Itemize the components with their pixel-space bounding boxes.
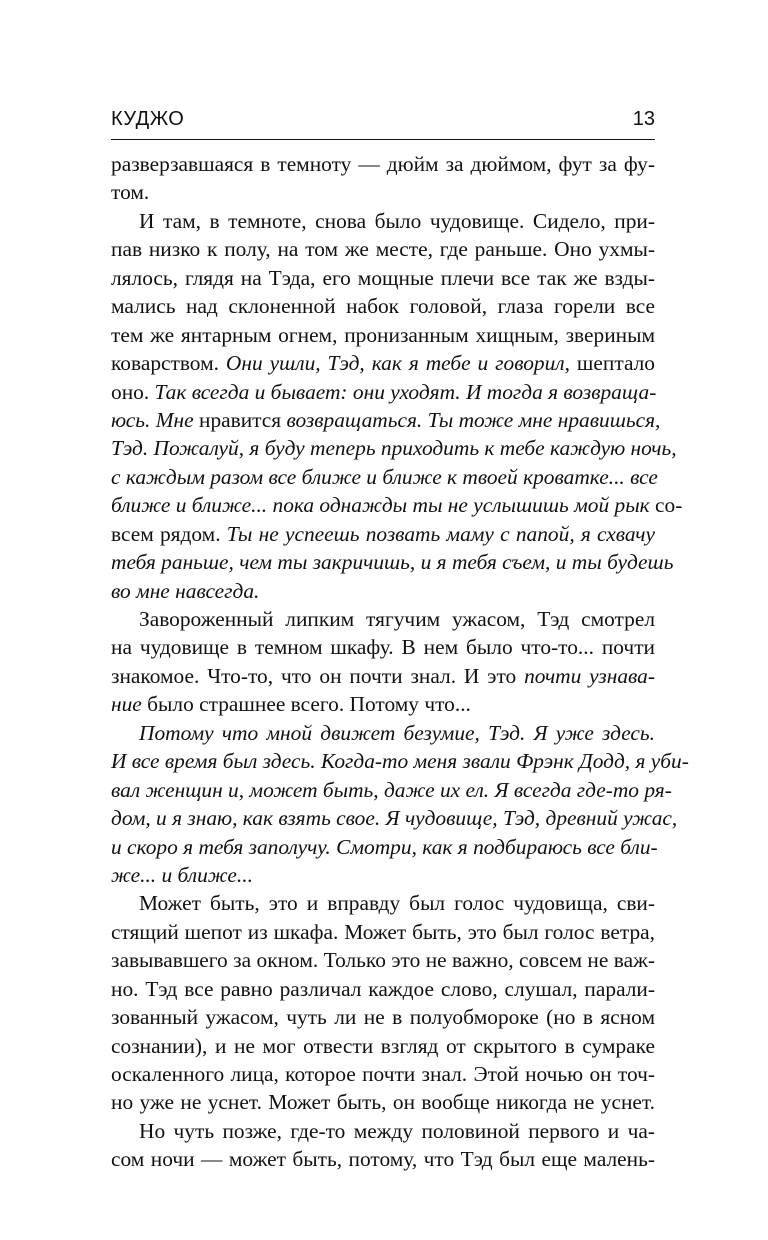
text-segment: коварством. xyxy=(111,351,226,376)
text-line xyxy=(111,804,678,832)
text-line xyxy=(111,719,655,747)
text-line xyxy=(111,520,655,548)
text-line xyxy=(111,605,655,633)
text-line xyxy=(111,889,655,917)
text-line xyxy=(111,264,655,292)
text-segment: оскаленного лица, которое почти знал. Этой ночью он точ- xyxy=(111,1062,655,1086)
text-line xyxy=(111,861,655,889)
italic-text-segment: ние xyxy=(111,692,142,717)
text-line xyxy=(111,292,655,320)
text-line xyxy=(111,1060,655,1088)
text-line xyxy=(111,178,655,206)
text-segment: Завороженный липким тягучим ужасом, Тэд смотрел xyxy=(139,607,655,631)
text-segment: но. Тэд все равно различал каждое слово, слушал, парали- xyxy=(111,976,655,1001)
text-line xyxy=(111,434,677,462)
text-line xyxy=(111,975,655,1003)
text-segment: было страшнее всего. Потому что... xyxy=(141,692,471,717)
italic-text-segment: Тэд. Пожалуй, я буду теперь приходить к тебе каждую ночь, xyxy=(111,436,677,461)
header-rule xyxy=(111,139,655,140)
text-line xyxy=(111,747,689,775)
text-line xyxy=(111,207,655,235)
text-segment: лялось, глядя на Тэда, его мощные плечи все так же взды- xyxy=(111,265,655,290)
text-line xyxy=(111,946,655,974)
text-line xyxy=(111,776,672,804)
italic-text-segment: же... и ближе... xyxy=(111,862,253,887)
italic-text-segment: Ты не успеешь позвать маму с папой, я схвачу xyxy=(226,521,656,546)
italic-text-segment: ближе и ближе... пока однажды ты не услышишь мой рык xyxy=(111,493,656,518)
text-line xyxy=(111,918,655,946)
text-line xyxy=(111,1032,655,1060)
text-segment: знакомое. Что-то, что он почти знал. И это xyxy=(111,663,525,688)
italic-text-segment: и скоро я тебя заполучу. Смотри, как я подбираюсь все бли- xyxy=(111,834,658,859)
italic-text-segment: И все время был здесь. Когда-то меня звали Фрэнк Додд, я уби- xyxy=(111,749,689,774)
text-segment: И там, в темноте, снова было чудовище. Сидело, при- xyxy=(139,208,655,233)
italic-text-segment: Так всегда и бывает: они уходят. И тогда я возвраща- xyxy=(154,379,657,404)
italic-text-segment: Потому что мной движет безумие, Тэд. Я уже здесь. xyxy=(139,720,655,745)
text-segment: разверзавшаяся в темноту — дюйм за дюймом, фут за фу- xyxy=(111,152,655,176)
text-line xyxy=(111,321,655,349)
italic-text-segment: во мне навсегда. xyxy=(111,578,260,603)
text-line xyxy=(111,150,655,178)
text-line xyxy=(111,491,683,519)
italic-text-segment: вал женщин и, может быть, даже их ел. Я всегда где-то ря- xyxy=(111,777,672,802)
text-segment: тем же янтарным огнем, пронизанным хищным, звериным xyxy=(111,322,655,347)
italic-text-segment: тебя раньше, чем ты закричишь, и я тебя съем, и ты будешь xyxy=(111,550,674,575)
text-line xyxy=(111,690,655,718)
text-line xyxy=(111,1088,655,1116)
text-line xyxy=(111,1117,655,1145)
text-segment: оно. xyxy=(111,379,155,404)
text-segment: на чудовище в темном шкафу. В нем было что-то... почти xyxy=(111,635,655,660)
page-number: 13 xyxy=(632,108,655,130)
italic-text-segment: юсь. Мне xyxy=(111,407,199,432)
body-text xyxy=(111,150,689,1174)
text-line xyxy=(111,577,655,605)
text-line xyxy=(111,662,655,690)
text-segment: Но чуть позже, где-то между половиной первого и ча- xyxy=(139,1118,655,1143)
text-segment: но уже не уснет. Может быть, он вообще никогда не уснет. xyxy=(111,1090,655,1115)
italic-text-segment: возвращаться. Ты тоже мне нравишься, xyxy=(286,407,661,432)
text-line xyxy=(111,349,655,377)
running-head xyxy=(111,108,655,136)
book-title: КУДЖО xyxy=(111,108,185,130)
text-segment: мались над склоненной набок головой, глаза горели все xyxy=(111,294,655,319)
text-line xyxy=(111,378,655,406)
text-segment: стящий шепот из шкафа. Может быть, это был голос ветра, xyxy=(111,919,655,944)
italic-text-segment: почти узнава- xyxy=(524,663,656,688)
text-line xyxy=(111,548,674,576)
text-line xyxy=(111,406,661,434)
text-segment: сознании), и не мог отвести взгляд от скрытого в сумраке xyxy=(111,1033,655,1058)
text-segment: , шептало xyxy=(564,351,655,376)
text-segment: всем рядом. xyxy=(111,521,227,546)
italic-text-segment: Они ушли, Тэд, как я тебе и говорил xyxy=(225,351,565,376)
text-line xyxy=(111,833,658,861)
text-segment: сом ночи — может быть, потому, что Тэд был еще малень- xyxy=(111,1147,655,1172)
text-segment: со- xyxy=(655,493,683,518)
italic-text-segment: дом, и я знаю, как взять свое. Я чудовище, Тэд, древний ужас, xyxy=(111,806,678,831)
text-segment: Может быть, это и вправду был голос чудовища, сви- xyxy=(139,891,655,916)
text-line xyxy=(111,1145,655,1173)
text-segment: зованный ужасом, чуть ли не в полуобмороке (но в ясном xyxy=(111,1005,655,1030)
text-line xyxy=(111,633,655,661)
text-segment: нравится xyxy=(199,407,287,432)
text-line xyxy=(111,1003,655,1031)
text-segment: завывавшего за окном. Только это не важно, совсем не важ- xyxy=(111,948,655,973)
text-line xyxy=(111,235,655,263)
italic-text-segment: с каждым разом все ближе и ближе к твоей кроватке... все xyxy=(111,464,658,489)
text-segment: том. xyxy=(111,180,150,205)
text-line xyxy=(111,463,658,491)
text-segment: пав низко к полу, на том же месте, где раньше. Оно ухмы- xyxy=(111,237,655,262)
